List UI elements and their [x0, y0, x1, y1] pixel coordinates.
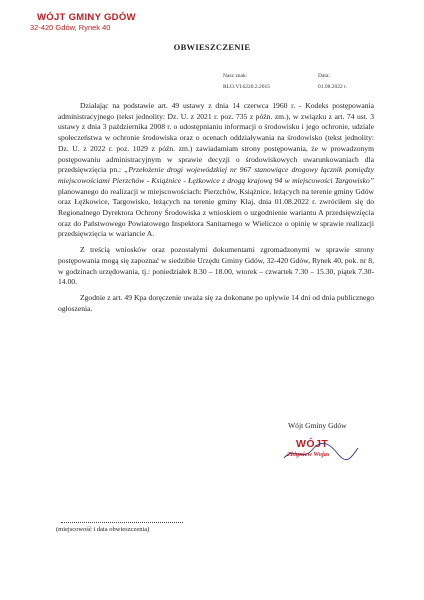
reference-block: [223, 71, 270, 93]
paragraph-1-start: Działając na podstawie art. 49 ustawy z dnia 14 czerwca 1960 r. - Kodeks postępowania administracyjnego (tekst jednolity: Dz. U. z 2021 r. poz. 735 z późn. zm.), w związku z art. 74 ust. 3 ustawy z dnia 3 października 2008 r. o udostępnianiu informacji o środowisku i jego ochronie, udziale społeczeństwa w ochronie środowiska oraz o ocenach oddziaływania na środowisko (tekst jednolity: Dz. U. z 2022 r. poz. 1029 z późn. zm.) zawiadamiam strony postępowania, że w prowadzonym postępowaniu administracyjnym w sprawie decyzji o środowiskowych uwarunkowaniach dla przedsięwzięcia pn.:: [58, 101, 374, 175]
paragraph-3: Zgodnie z art. 49 Kpa doręczenie uważa się za dokonane po upływie 14 dni od dnia publicznego ogłoszenia.: [58, 292, 374, 313]
document-title: OBWIESZCZENIE: [173, 42, 251, 52]
project-name: „Przełożenie drogi wojewódzkiej nr 967 stanowiące drogowy łącznik pomiędzy miejscowościami Pierzchów - Książnice - Łężkowice z drogą krajową 94 w miejscowości Targowisko”: [58, 165, 374, 185]
reference-value: RLO.VI.6220.2.2015: [223, 84, 271, 90]
place-date-line: [61, 521, 183, 523]
announcement-body: [58, 101, 374, 319]
office-stamp: [30, 13, 136, 33]
office-stamp-title: WÓJT GMINY GDÓW: [37, 12, 136, 23]
signatory-name: Zbigniew Wojas: [287, 451, 330, 458]
paragraph-2: Z treścią wniosków oraz pozostałymi dokumentami zgromadzonymi w sprawie strony postępowania mogą się zapoznać w siedzibie Urzędu Gminy Gdów, 32-420 Gdów, Rynek 40, pok. nr 8, w godzinach urzędowania, tj.: poniedziałek 8.30 – 18.00, wtorek – czwartek 7.30 – 15.30, piątek 7.30-14.00.: [58, 245, 374, 287]
signatory-stamp: WÓJT: [296, 438, 329, 450]
place-date-caption: (miejscowość i data obwieszczenia): [56, 526, 150, 533]
date-label: Data:: [318, 73, 330, 79]
office-stamp-address: 32-420 Gdów, Rynek 40: [30, 23, 111, 32]
paragraph-1-end: planowanego do realizacji w miejscowościach: Pierzchów, Książnice, leżących na terenie gminy Gdów oraz Łężkowice, Targowisko, leżących na terenie gminy Kłaj, dnia 01.08.2022 r. zwróciłem się do Regionalnego Dyrektora Ochrony Środowiska z wnioskiem o uzgodnienie wariantu A przedsięwzięcia oraz do Państwowego Powiatowego Inspektora Sanitarnego w Wieliczce o opinię w sprawie realizacji przedsięwzięcia w wariancie A.: [58, 186, 374, 239]
date-block: [318, 71, 347, 93]
date-value: 01.08.2022 r.: [318, 84, 348, 90]
reference-label: Nasz znak:: [223, 73, 248, 79]
paragraph-1: [58, 101, 374, 240]
signatory-title: Wójt Gminy Gdów: [288, 421, 347, 430]
